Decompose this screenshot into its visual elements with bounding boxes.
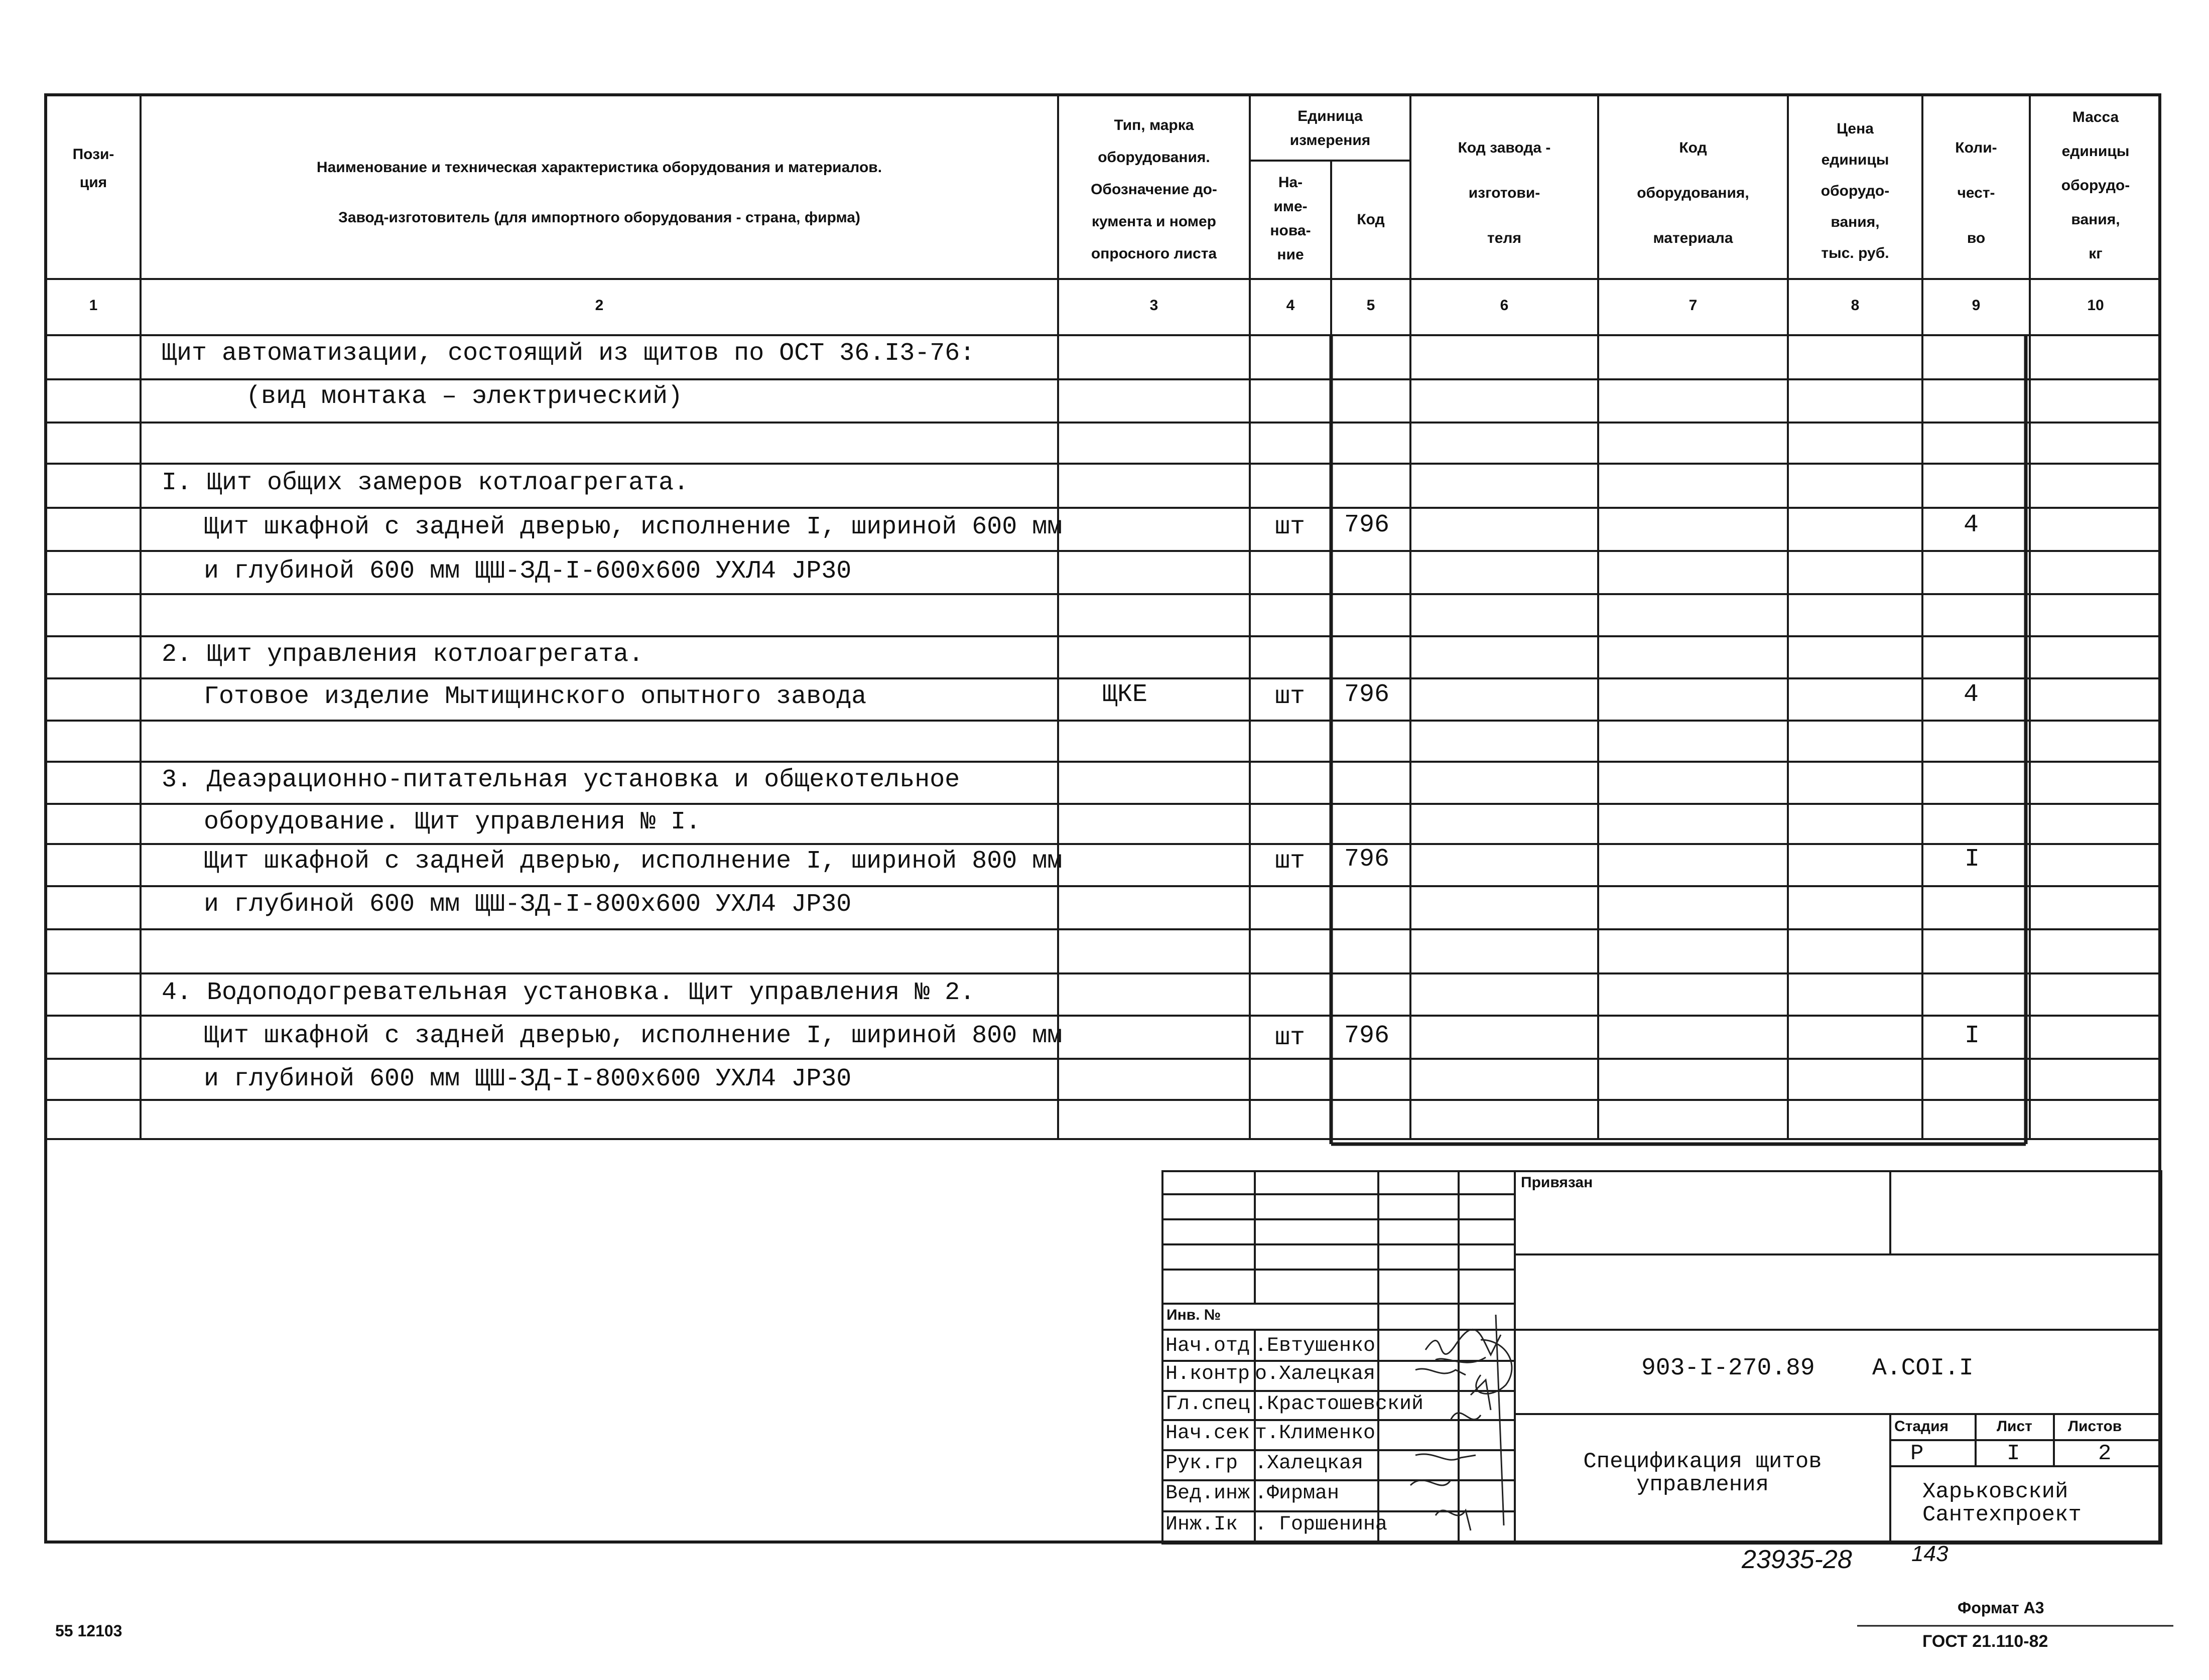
stamp-person: т.Клименко xyxy=(1255,1422,1376,1445)
stamp-person: о.Халецкая xyxy=(1255,1363,1376,1385)
table-row-name: Щит шкафной с задней дверью, исполнение I, шириной 800 мм xyxy=(204,1022,1063,1050)
col-number: 9 xyxy=(1972,297,1981,314)
table-row-code: 796 xyxy=(1344,1022,1390,1050)
stamp-organization: Харьковский Сантехпроект xyxy=(1922,1479,2082,1527)
table-row-name: (вид монтака – электрический) xyxy=(246,382,683,411)
header-equipment-code: Код оборудования, материала xyxy=(1637,139,1749,246)
stamp-role: Нач.отд xyxy=(1165,1335,1250,1357)
header-unit-code: Код xyxy=(1357,211,1385,228)
header-unit: Единица измерения xyxy=(1289,108,1371,149)
table-row-code: 796 xyxy=(1344,845,1390,874)
header-type: Тип, марка оборудования. Обозначение до- кумента и номер опросного листа xyxy=(1091,117,1217,262)
table-row-unit: шт xyxy=(1275,682,1306,711)
signature-scribbles xyxy=(1405,1305,1556,1556)
stamp-person: .Евтушенко xyxy=(1255,1335,1376,1357)
stamp-person: .Фирман xyxy=(1255,1482,1340,1505)
stamp-sheets: 2 xyxy=(2098,1441,2112,1466)
header-mass: Масса единицы оборудо- вания, кг xyxy=(2061,109,2130,262)
table-row-qty: 4 xyxy=(1964,680,1979,709)
col-number: 1 xyxy=(89,297,98,314)
col-number: 7 xyxy=(1688,297,1698,314)
table-row-code: 796 xyxy=(1344,511,1390,539)
stamp-person: .Халецкая xyxy=(1255,1452,1364,1475)
table-row-name: 3. Деаэрационно-питательная установка и общекотельное xyxy=(162,766,960,794)
table-row-name: и глубиной 600 мм ЩШ-ЗД-I-600х600 УХЛ4 JP30 xyxy=(204,557,852,586)
page-number: 143 xyxy=(1911,1542,1948,1566)
stamp-role: Рук.гр xyxy=(1165,1452,1238,1475)
table-row-unit: шт xyxy=(1275,847,1306,876)
table-row-name: и глубиной 600 мм ЩШ-ЗД-I-800х600 УХЛ4 JP30 xyxy=(204,890,852,919)
col-number: 6 xyxy=(1500,297,1509,314)
table-row-name: Щит шкафной с задней дверью, исполнение I, шириной 600 мм xyxy=(204,513,1063,541)
header-position: Пози- ция xyxy=(72,146,114,191)
col-number: 3 xyxy=(1149,297,1158,314)
stamp-role: Нач.сек xyxy=(1165,1422,1250,1445)
footer-code: 55 12103 xyxy=(55,1622,122,1640)
header-quantity: Коли- чест- во xyxy=(1955,139,1997,246)
stamp-title: Спецификация щитов управления xyxy=(1583,1449,1822,1497)
stamp-role: Н.контр xyxy=(1165,1363,1250,1385)
table-row-code: 796 xyxy=(1344,680,1390,709)
stamp-person: .Крастошевский xyxy=(1255,1393,1424,1416)
footer-gost: ГОСТ 21.110-82 xyxy=(1922,1632,2048,1651)
table-row-name: Щит автоматизации, состоящий из щитов по ОСТ 36.I3-76: xyxy=(162,339,975,368)
table-row-name: 4. Водоподогревательная установка. Щит управления № 2. xyxy=(162,978,975,1007)
header-unit-name: На- име- нова- ние xyxy=(1270,174,1311,263)
table-row-name: Щит шкафной с задней дверью, исполнение I, шириной 800 мм xyxy=(204,847,1063,876)
col-number: 5 xyxy=(1366,297,1375,314)
stamp-role: Вед.инж xyxy=(1165,1482,1250,1505)
header-name: Наименование и техническая характеристика оборудования и материалов. Завод-изготовитель (для импортного оборудования - страна, фирма) xyxy=(316,159,882,226)
stamp-sheets-label: Листов xyxy=(2068,1418,2122,1435)
table-row-name: Готовое изделие Мытищинского опытного завода xyxy=(204,682,867,711)
col-number: 8 xyxy=(1851,297,1860,314)
stamp-role: Инж.Iк xyxy=(1165,1513,1238,1536)
header-factory-code: Код завода - изготови- теля xyxy=(1458,139,1551,246)
stamp-stage-label: Стадия xyxy=(1894,1418,1949,1435)
stamp-sheet: I xyxy=(2007,1441,2020,1466)
col-number: 2 xyxy=(595,297,604,314)
stamp-privyazan: Привязан xyxy=(1521,1174,1593,1191)
stamp-sheet-label: Лист xyxy=(1997,1418,2032,1435)
table-row-unit: шт xyxy=(1275,513,1306,541)
table-row-qty: I xyxy=(1965,845,1980,874)
stamp-person: . Горшенина xyxy=(1255,1513,1388,1536)
col-number: 10 xyxy=(2087,297,2104,314)
table-row-name: 2. Щит управления котлоагрегата. xyxy=(162,640,644,669)
header-price: Цена единицы оборудо- вания, тыс. руб. xyxy=(1821,120,1890,261)
table-row-name: и глубиной 600 мм ЩШ-ЗД-I-800х600 УХЛ4 JP30 xyxy=(204,1065,852,1093)
stamp-role: Гл.спец xyxy=(1165,1393,1250,1416)
stamp-doc-number: 903-I-270.89 xyxy=(1641,1355,1815,1382)
table-row-type: ЩКЕ xyxy=(1102,680,1148,709)
archive-number: 23935-28 xyxy=(1742,1545,1852,1574)
table-row-qty: 4 xyxy=(1964,511,1979,539)
col-number: 4 xyxy=(1286,297,1295,314)
stamp-inv-label: Инв. № xyxy=(1166,1307,1221,1323)
stamp-stage: Р xyxy=(1910,1441,1924,1466)
table-row-qty: I xyxy=(1965,1022,1980,1050)
stamp-doc-code: А.СОI.I xyxy=(1872,1355,1974,1382)
table-row-unit: шт xyxy=(1275,1024,1306,1052)
table-row-name: оборудование. Щит управления № I. xyxy=(204,808,701,836)
footer-format: Формат А3 xyxy=(1958,1599,2044,1617)
table-row-name: I. Щит общих замеров котлоагрегата. xyxy=(162,469,689,497)
